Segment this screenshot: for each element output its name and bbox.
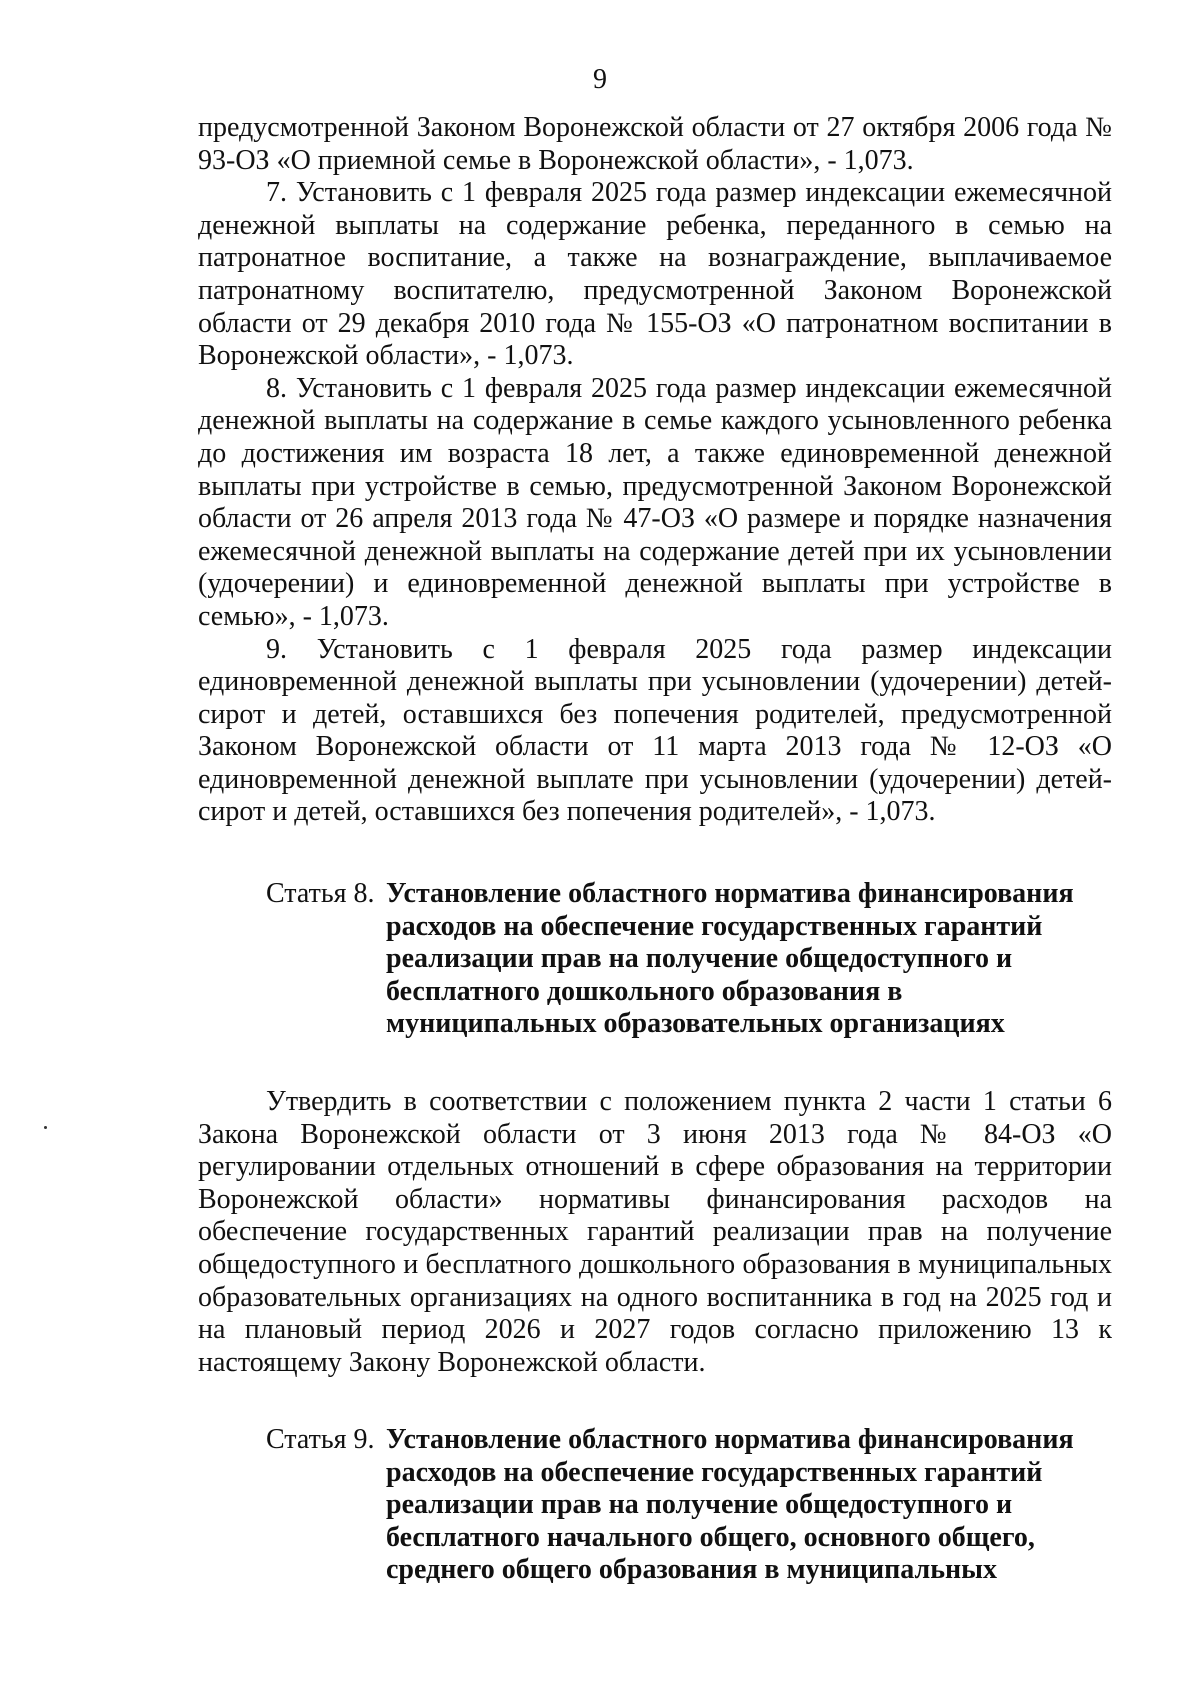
paragraph-item-9: 9. Установить с 1 февраля 2025 года размер индексации единовременной денежной выплаты при усыновлении (удочерении) детей-сирот и детей, оставшихся без попечения родителей, предусмотренной Законом Воронежской области от 11 марта 2013 года № 12-ОЗ «О единовременной денежной выплате при усыновлении (удочерении) детей-сирот и детей, оставшихся без попечения родителей», - 1,073.: [198, 633, 1112, 828]
article-9-title-line: расходов на обеспечение государственных гарантий: [386, 1456, 1043, 1488]
article-9-title-line: реализации прав на получение общедоступного и: [386, 1489, 1013, 1521]
article-9-title-line: Установление областного норматива финансирования: [386, 1424, 1074, 1455]
article-8-title: [386, 878, 1074, 1041]
article-9-title: [386, 1424, 1074, 1587]
article-9-heading: [0, 1424, 1200, 1594]
article-8-heading: [0, 878, 1200, 1048]
article-8-body: Утвердить в соответствии с положением пункта 2 части 1 статьи 6 Закона Воронежской области от 3 июня 2013 года № 84-ОЗ «О регулировании отдельных отношений в сфере образования на территории Воронежской области» нормативы финансирования расходов на обеспечение государственных гарантий реализации прав на получение общедоступного и бесплатного дошкольного образования в муниципальных образовательных организациях на одного воспитанника в год на 2025 год и на плановый период 2026 и 2027 годов согласно приложению 13 к настоящему Закону Воронежской области.: [198, 1086, 1112, 1378]
scan-artifact-dot: [44, 1126, 47, 1129]
article-8-title-line: муниципальных образовательных организациях: [386, 1008, 1005, 1040]
article-9-title-line: среднего общего образования в муниципальных: [386, 1554, 997, 1586]
article-8-title-line: реализации прав на получение общедоступного и: [386, 943, 1013, 975]
article-8-body-block: [198, 1086, 1112, 1379]
paragraph-continuation: предусмотренной Законом Воронежской области от 27 октября 2006 года № 93-ОЗ «О приемной семье в Воронежской области», - 1,073.: [198, 112, 1112, 176]
paragraph-item-7: 7. Установить с 1 февраля 2025 года размер индексации ежемесячной денежной выплаты на содержание ребенка, переданного в семью на патронатное воспитание, а также на вознаграждение, выплачиваемое патронатному воспитателю, предусмотренной Законом Воронежской области от 29 декабря 2010 года № 155-ОЗ «О патронатном воспитании в Воронежской области», - 1,073.: [198, 177, 1112, 372]
article-8-title-line: бесплатного дошкольного образования в: [386, 975, 903, 1007]
article-8-title-line: Установление областного норматива финансирования: [386, 878, 1074, 909]
article-9-label: Статья 9.: [266, 1424, 375, 1455]
continuation-block: [198, 112, 1112, 829]
article-8-title-line: расходов на обеспечение государственных гарантий: [386, 910, 1043, 942]
page-number: 9: [593, 64, 607, 95]
article-9-title-line: бесплатного начального общего, основного общего,: [386, 1521, 1035, 1553]
article-8-label: Статья 8.: [266, 878, 375, 909]
paragraph-item-8: 8. Установить с 1 февраля 2025 года размер индексации ежемесячной денежной выплаты на содержание в семье каждого усыновленного ребенка до достижения им возраста 18 лет, а также единовременной денежной выплаты при устройстве в семью, предусмотренной Законом Воронежской области от 26 апреля 2013 года № 47-ОЗ «О размере и порядке назначения ежемесячной денежной выплаты на содержание детей при их усыновлении (удочерении) и единовременной денежной выплаты при устройстве в семью», - 1,073.: [198, 372, 1112, 632]
